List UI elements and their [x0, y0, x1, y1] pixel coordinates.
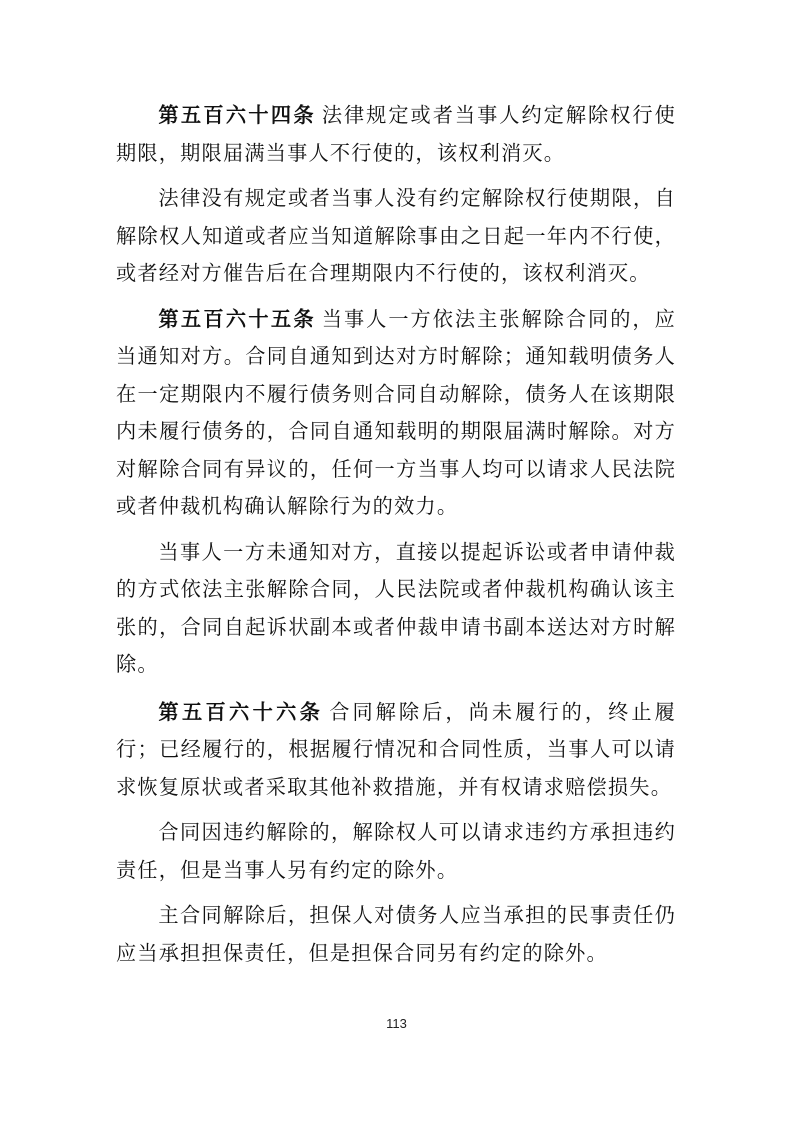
article-heading: 第五百六十四条 — [158, 103, 316, 127]
paragraph-article-566-clause-2 — [116, 814, 676, 889]
paragraph-text: 合同解除后，尚未履行的，终止履行；已经履行的，根据履行情况和合同性质，当事人可以请求恢复原状或者采取其他补救措施，并有权请求赔偿损失。 — [116, 699, 676, 799]
article-heading: 第五百六十五条 — [158, 306, 316, 331]
paragraph-article-566-clause-3 — [116, 897, 676, 972]
paragraph-text: 当事人一方依法主张解除合同的，应当通知对方。合同自通知到达对方时解除；通知载明债务人在一定期限内不履行债务则合同自动解除，债务人在该期限内未履行债务的，合同自通知载明的期限届满时解除。对方对解除合同有异议的，任何一方当事人均可以请求人民法院或者仲裁机构确认解除行为的效力。 — [116, 306, 676, 518]
paragraph-article-564 — [116, 97, 676, 172]
paragraph-text: 合同因违约解除的，解除权人可以请求违约方承担违约责任，但是当事人另有约定的除外。 — [116, 820, 676, 882]
document-body — [116, 97, 676, 980]
paragraph-text: 当事人一方未通知对方，直接以提起诉讼或者申请仲裁的方式依法主张解除合同，人民法院或者仲裁机构确认该主张的，合同自起诉状副本或者仲裁申请书副本送达对方时解除。 — [116, 539, 676, 676]
paragraph-article-566 — [116, 694, 676, 807]
paragraph-text: 主合同解除后，担保人对债务人应当承担的民事责任仍应当承担担保责任，但是担保合同另有约定的除外。 — [116, 903, 676, 965]
page-number: 113 — [386, 1016, 407, 1031]
paragraph-article-565 — [116, 301, 676, 526]
article-heading: 第五百六十六条 — [158, 699, 324, 724]
paragraph-article-564-clause-2 — [116, 180, 676, 293]
paragraph-article-565-clause-2 — [116, 534, 676, 684]
paragraph-text: 法律没有规定或者当事人没有约定解除权行使期限，自解除权人知道或者应当知道解除事由之日起一年内不行使，或者经对方催告后在合理期限内不行使的，该权利消灭。 — [116, 186, 676, 285]
paragraph-text: 法律规定或者当事人约定解除权行使期限，期限届满当事人不行使的，该权利消灭。 — [116, 103, 676, 165]
